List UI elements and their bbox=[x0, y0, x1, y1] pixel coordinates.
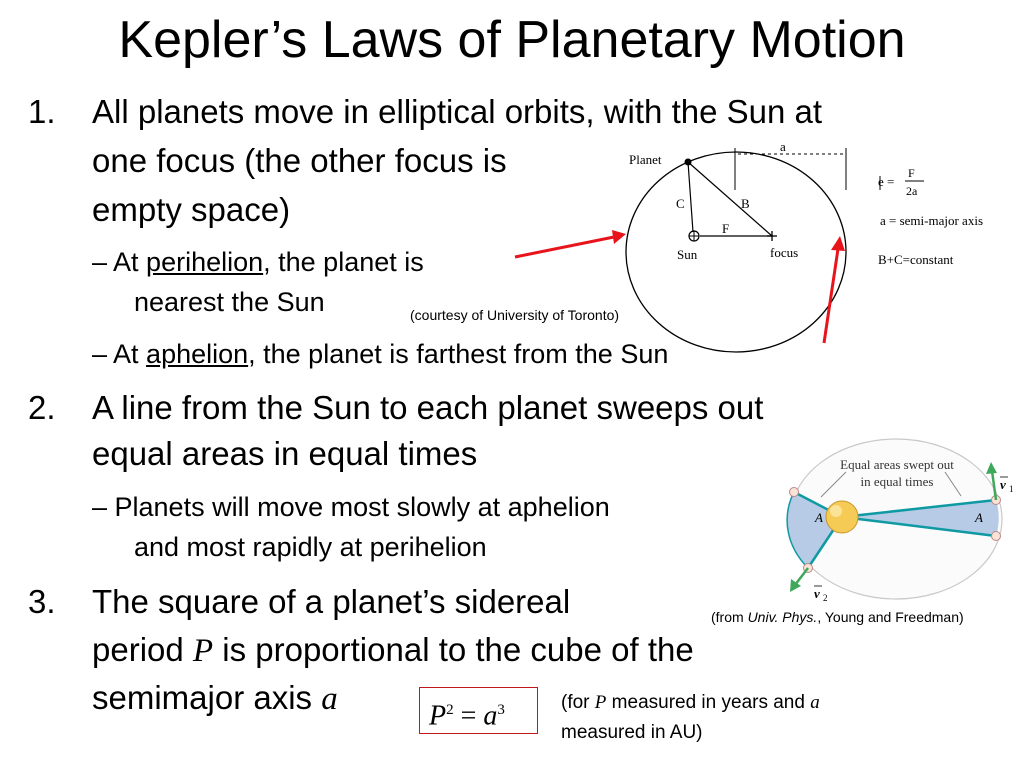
eccentricity-numerator: F bbox=[908, 166, 915, 180]
law3-line3 bbox=[92, 678, 338, 719]
sun-label: Sun bbox=[677, 247, 698, 262]
law1-line3: empty space) bbox=[92, 191, 291, 228]
formula-a: a bbox=[483, 700, 498, 732]
area-label-right: A bbox=[975, 510, 983, 525]
law2-number: 2. bbox=[28, 389, 56, 426]
law1-sub2-dash: – At bbox=[92, 339, 147, 369]
sun-ball bbox=[826, 501, 858, 533]
v2-subscript: 2 bbox=[823, 593, 828, 603]
law1-sub1-line2: nearest the Sun bbox=[134, 287, 325, 317]
planet-point bbox=[790, 488, 799, 497]
credit2-suffix: , Young and Freedman) bbox=[817, 609, 964, 625]
caption-line1: Equal areas swept out bbox=[840, 457, 954, 472]
planet-point bbox=[992, 532, 1001, 541]
slide-title: Kepler’s Laws of Planetary Motion bbox=[118, 11, 906, 69]
units-pre: (for bbox=[561, 692, 595, 713]
law3-line2 bbox=[92, 630, 694, 671]
law1-sub2-rest: , the planet is farthest from the Sun bbox=[248, 339, 669, 369]
credit2-book: Univ. Phys. bbox=[747, 609, 818, 625]
credit-young-freedman bbox=[711, 609, 964, 625]
law1-line2: one focus (the other focus is bbox=[92, 142, 507, 179]
formula-exp-3: 3 bbox=[497, 702, 505, 718]
focus-label: focus bbox=[770, 245, 799, 260]
f-label: F bbox=[722, 221, 730, 236]
units-note-line2: measured in AU) bbox=[561, 722, 703, 743]
a-label: a bbox=[780, 139, 786, 154]
law3-line2-a: period bbox=[92, 631, 193, 668]
law1-number: 1. bbox=[28, 93, 56, 130]
area-label-left: A bbox=[815, 510, 823, 525]
c-label: C bbox=[676, 196, 685, 211]
law3-line2-b: is proportional to the cube of the bbox=[213, 631, 694, 668]
eccentricity-denominator: 2a bbox=[906, 184, 918, 198]
bc-constant: B+C=constant bbox=[878, 252, 954, 267]
units-note-line1 bbox=[561, 690, 820, 715]
law3-line1: The square of a planet’s sidereal bbox=[92, 583, 571, 620]
semi-major-definition: a = semi-major axis bbox=[880, 213, 983, 228]
velocity-v2 bbox=[795, 568, 808, 585]
v1-label: v bbox=[1000, 477, 1006, 492]
aphelion-term: aphelion bbox=[146, 339, 249, 369]
units-p: P bbox=[594, 692, 607, 713]
law1-sub1-dash: – At bbox=[92, 247, 147, 277]
law3-line3-text: semimajor axis bbox=[92, 679, 322, 716]
units-a: a bbox=[810, 692, 820, 713]
law2-sub1-line1: – Planets will move most slowly at aphelion bbox=[92, 492, 610, 522]
credit-toronto: (courtesy of University of Toronto) bbox=[410, 307, 620, 323]
formula-exp-2: 2 bbox=[446, 702, 454, 718]
planet-label: Planet bbox=[629, 152, 662, 167]
axis-symbol: a bbox=[321, 681, 338, 717]
eccentricity-prefix: e = bbox=[878, 174, 895, 189]
formula-p: P bbox=[429, 700, 447, 732]
units-mid: measured in years and bbox=[606, 692, 811, 713]
period-symbol: P bbox=[192, 633, 214, 669]
v1-subscript: 1 bbox=[1009, 484, 1014, 494]
b-label: B bbox=[741, 196, 750, 211]
law1-line1: All planets move in elliptical orbits, with the Sun at bbox=[92, 93, 823, 130]
law1-sub1-rest: , the planet is bbox=[263, 247, 424, 277]
formula-eq: = bbox=[453, 700, 484, 732]
caption-line2: in equal times bbox=[860, 474, 934, 489]
law2-sub1-line2: and most rapidly at perihelion bbox=[134, 532, 487, 562]
kepler-formula-box bbox=[419, 687, 538, 734]
perihelion-term: perihelion bbox=[146, 247, 264, 277]
law3-number: 3. bbox=[28, 583, 56, 620]
law2-line1: A line from the Sun to each planet sweeps out bbox=[92, 389, 764, 426]
law2-line2: equal areas in equal times bbox=[92, 435, 478, 472]
credit2-prefix: (from bbox=[711, 609, 748, 625]
v2-label: v bbox=[814, 586, 820, 601]
